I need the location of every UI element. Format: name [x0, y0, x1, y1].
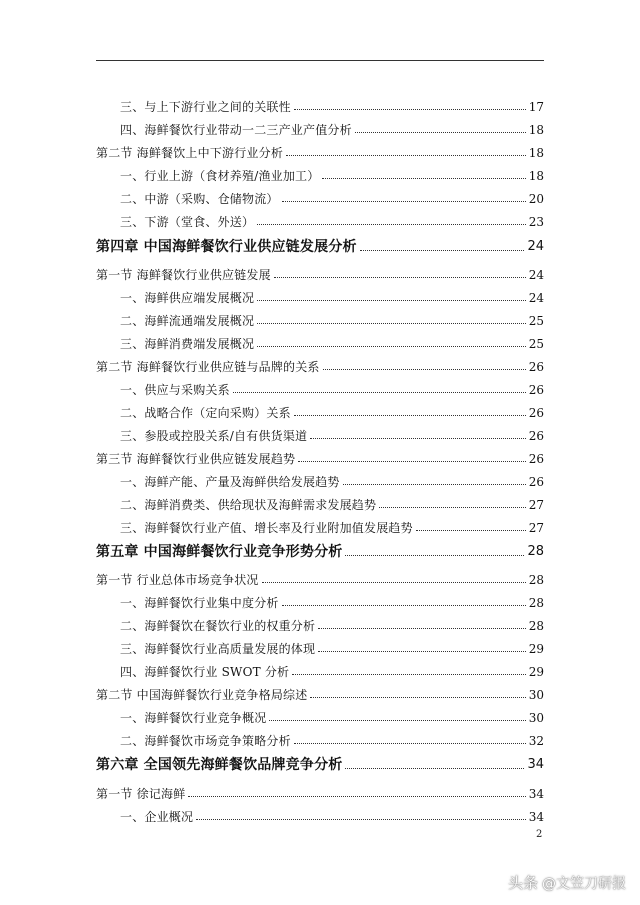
- toc-dot-leader: [196, 819, 526, 820]
- toc-entry-title: 三、海鲜餐饮行业产值、增长率及行业附加值发展趋势: [120, 521, 413, 535]
- toc-dot-leader: [310, 697, 525, 698]
- toc-entry-title: 一、企业概况: [120, 810, 194, 824]
- toc-dot-leader: [282, 201, 526, 202]
- toc-dot-leader: [379, 507, 526, 508]
- toc-subsection-entry[interactable]: [120, 617, 544, 633]
- toc-entry-title: 二、中游（采购、仓储物流）: [120, 192, 279, 206]
- toc-dot-leader: [360, 250, 525, 251]
- toc-entry-title: 一、海鲜餐饮行业竞争概况: [120, 711, 267, 725]
- toc-dot-leader: [292, 674, 525, 675]
- toc-entry-title: 二、战略合作（定向采购）关系: [120, 406, 291, 420]
- toc-subsection-entry[interactable]: [120, 519, 544, 535]
- toc-entry-title: 一、海鲜供应端发展概况: [120, 291, 255, 305]
- toc-subsection-entry[interactable]: [120, 427, 544, 443]
- toc-subsection-entry[interactable]: [120, 312, 544, 328]
- toc-entry-title: 第五章 中国海鲜餐饮行业竞争形势分析: [96, 544, 343, 560]
- toc-dot-leader: [294, 109, 526, 110]
- toc-entry-title: 一、海鲜产能、产量及海鲜供给发展趋势: [120, 475, 340, 489]
- toc-entry-page: 26: [528, 429, 544, 443]
- toc-entry-title: 一、供应与采购关系: [120, 383, 230, 397]
- toc-entry-page: 25: [528, 337, 544, 351]
- toc-subsection-entry[interactable]: [120, 190, 544, 206]
- toc-entry-title: 三、与上下游行业之间的关联性: [120, 100, 291, 114]
- toc-entry-page: 28: [527, 544, 544, 559]
- toc-section-entry[interactable]: [96, 785, 544, 801]
- toc-dot-leader: [323, 369, 526, 370]
- toc-entry-page: 18: [528, 146, 544, 160]
- toc-subsection-entry[interactable]: [120, 121, 544, 137]
- toc-subsection-entry[interactable]: [120, 167, 544, 183]
- toc-entry-title: 二、海鲜消费类、供给现状及海鲜需求发展趋势: [120, 498, 377, 512]
- toc-entry-page: 26: [528, 452, 544, 466]
- toc-subsection-entry[interactable]: [120, 496, 544, 512]
- toc-section-entry[interactable]: [96, 144, 544, 160]
- toc-dot-leader: [257, 300, 526, 301]
- watermark-handle: @文笠刀研报: [542, 875, 626, 892]
- toc-dot-leader: [274, 277, 526, 278]
- toc-entry-page: 27: [528, 498, 544, 512]
- toc-entry-page: 26: [528, 475, 544, 489]
- toc-dot-leader: [269, 720, 525, 721]
- toc-entry-page: 17: [528, 100, 544, 114]
- toc-entry-title: 一、海鲜餐饮行业集中度分析: [120, 596, 279, 610]
- toc-dot-leader: [345, 768, 524, 769]
- page-number: 2: [536, 829, 543, 840]
- toc-entry-page: 18: [528, 123, 544, 137]
- toc-entry-title: 第四章 中国海鲜餐饮行业供应链发展分析: [96, 239, 357, 255]
- toc-subsection-entry[interactable]: [120, 289, 544, 305]
- toc-subsection-entry[interactable]: [120, 335, 544, 351]
- toc-dot-leader: [262, 582, 526, 583]
- toc-dot-leader: [233, 392, 526, 393]
- toc-entry-title: 第二节 海鲜餐饮行业供应链与品牌的关系: [96, 360, 320, 374]
- toc-entry-title: 一、行业上游（食材养殖/渔业加工）: [120, 169, 320, 183]
- toc-section-entry[interactable]: [96, 266, 544, 282]
- toc-subsection-entry[interactable]: [120, 732, 544, 748]
- toc-entry-page: 34: [527, 757, 544, 772]
- toc-entry-title: 三、参股或控股关系/自有供货渠道: [120, 429, 308, 443]
- toc-entry-page: 27: [528, 521, 544, 535]
- toc-entry-page: 20: [528, 192, 544, 206]
- toc-dot-leader: [343, 484, 526, 485]
- toc-section-entry[interactable]: [96, 450, 544, 466]
- toc-entry-title: 二、海鲜餐饮市场竞争策略分析: [120, 734, 291, 748]
- toc-chapter-entry[interactable]: [96, 542, 544, 560]
- toc-dot-leader: [318, 628, 526, 629]
- toc-entry-page: 24: [528, 291, 544, 305]
- toc-entry-page: 23: [528, 215, 544, 229]
- toc-entry-title: 三、海鲜餐饮行业高质量发展的体现: [120, 642, 316, 656]
- toc-entry-title: 三、海鲜消费端发展概况: [120, 337, 255, 351]
- toc-entry-title: 二、海鲜流通端发展概况: [120, 314, 255, 328]
- toc-entry-page: 28: [528, 573, 544, 587]
- toc-entry-page: 26: [528, 406, 544, 420]
- toc-dot-leader: [322, 178, 525, 179]
- toc-entry-title: 三、下游（堂食、外送）: [120, 215, 255, 229]
- toc-entry-title: 第一节 海鲜餐饮行业供应链发展: [96, 268, 271, 282]
- toc-dot-leader: [188, 796, 525, 797]
- toc-dot-leader: [294, 415, 526, 416]
- toc-entry-title: 四、海鲜餐饮行业带动一二三产业产值分析: [120, 123, 352, 137]
- toc-entry-page: 30: [528, 688, 544, 702]
- toc-dot-leader: [257, 346, 526, 347]
- toc-entry-title: 第一节 徐记海鲜: [96, 787, 186, 801]
- toc-entry-page: 32: [528, 734, 544, 748]
- toc-entry-page: 25: [528, 314, 544, 328]
- toc-dot-leader: [298, 461, 526, 462]
- toc-entry-title: 第三节 海鲜餐饮行业供应链发展趋势: [96, 452, 296, 466]
- toc-entry-page: 34: [528, 810, 544, 824]
- toc-subsection-entry[interactable]: [120, 213, 544, 229]
- toc-entry-page: 26: [528, 383, 544, 397]
- toc-dot-leader: [286, 155, 526, 156]
- toc-dot-leader: [310, 438, 525, 439]
- toc-entry-page: 18: [528, 169, 544, 183]
- toc-chapter-entry[interactable]: [96, 755, 544, 773]
- watermark-brand: 头条: [507, 874, 538, 892]
- watermark: [508, 872, 626, 893]
- toc-chapter-entry[interactable]: [96, 237, 544, 255]
- toc-section-entry[interactable]: [96, 358, 544, 374]
- toc-entry-page: 26: [528, 360, 544, 374]
- toc-subsection-entry[interactable]: [120, 381, 544, 397]
- toc-entry-title: 第二节 中国海鲜餐饮行业竞争格局综述: [96, 688, 308, 702]
- toc-entry-page: 29: [528, 665, 544, 679]
- header-rule: [96, 60, 544, 61]
- toc-dot-leader: [318, 651, 526, 652]
- toc-subsection-entry[interactable]: [120, 640, 544, 656]
- toc-entry-page: 24: [528, 268, 544, 282]
- toc-entry-page: 30: [528, 711, 544, 725]
- toc-entry-page: 34: [528, 787, 544, 801]
- toc-dot-leader: [282, 605, 526, 606]
- toc-entry-title: 第一节 行业总体市场竞争状况: [96, 573, 259, 587]
- toc-subsection-entry[interactable]: [120, 594, 544, 610]
- toc-entry-page: 28: [528, 596, 544, 610]
- toc-dot-leader: [257, 224, 526, 225]
- toc-subsection-entry[interactable]: [120, 808, 544, 824]
- toc-section-entry[interactable]: [96, 571, 544, 587]
- toc-section-entry[interactable]: [96, 686, 544, 702]
- toc-entry-title: 二、海鲜餐饮在餐饮行业的权重分析: [120, 619, 316, 633]
- toc-dot-leader: [345, 555, 524, 556]
- toc-entry-title: 第六章 全国领先海鲜餐饮品牌竞争分析: [96, 757, 343, 773]
- toc-entry-title: 第二节 海鲜餐饮上中下游行业分析: [96, 146, 284, 160]
- toc-entry-page: 29: [528, 642, 544, 656]
- toc-entry-page: 24: [527, 239, 544, 254]
- toc-dot-leader: [294, 743, 526, 744]
- toc-subsection-entry[interactable]: [120, 663, 544, 679]
- toc-dot-leader: [355, 132, 526, 133]
- toc-subsection-entry[interactable]: [120, 98, 544, 114]
- toc-dot-leader: [257, 323, 526, 324]
- toc-subsection-entry[interactable]: [120, 404, 544, 420]
- toc-subsection-entry[interactable]: [120, 473, 544, 489]
- toc-entry-title: 四、海鲜餐饮行业 SWOT 分析: [120, 665, 290, 679]
- toc-subsection-entry[interactable]: [120, 709, 544, 725]
- toc-dot-leader: [416, 530, 526, 531]
- toc-entry-page: 28: [528, 619, 544, 633]
